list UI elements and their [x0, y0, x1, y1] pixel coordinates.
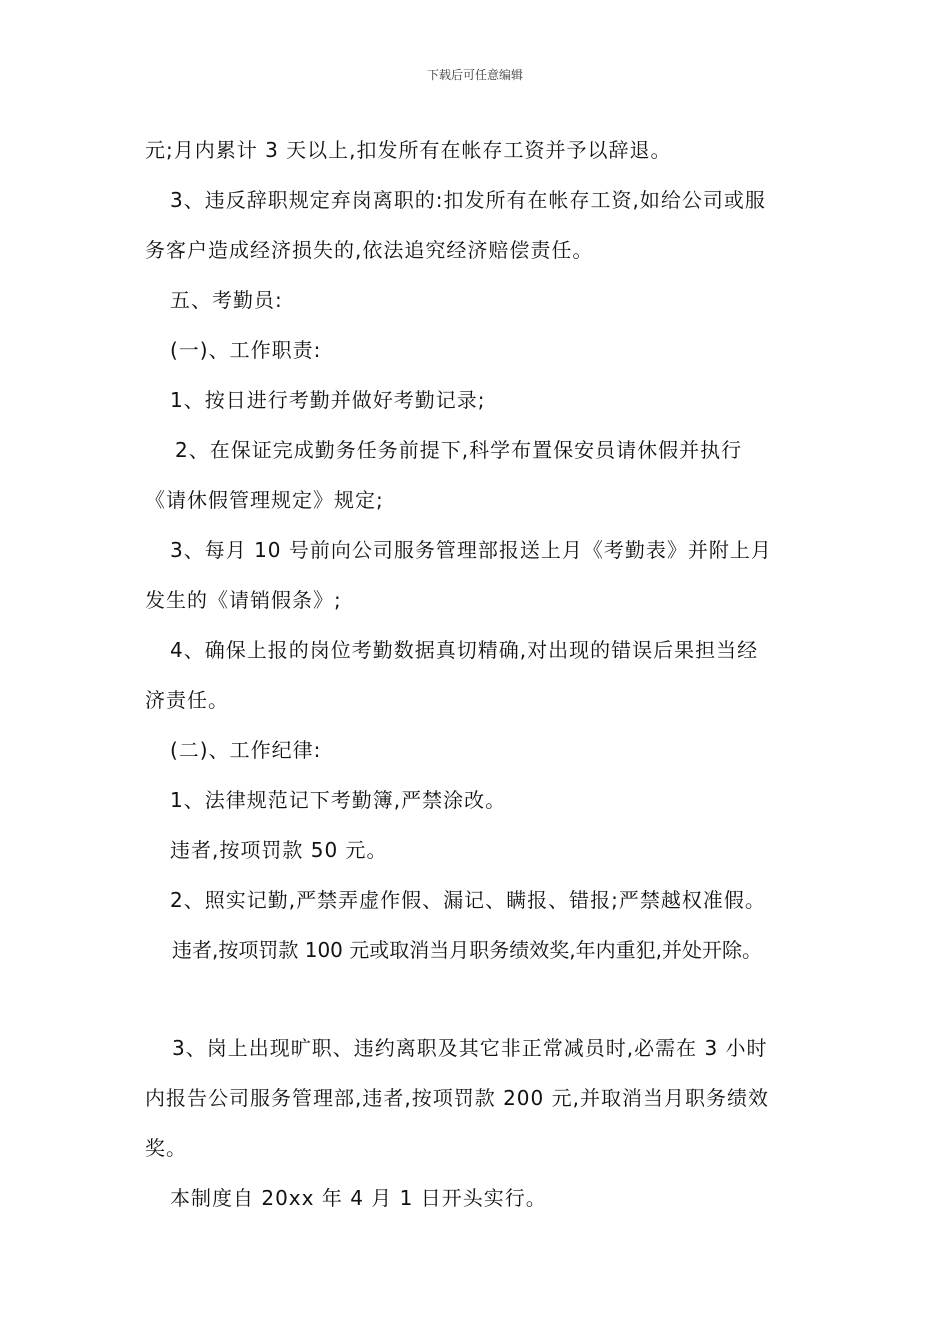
paragraph-line: 1、法律规范记下考勤簿,严禁涂改。 [170, 788, 507, 812]
paragraph-line: 奖。 [145, 1136, 187, 1160]
paragraph-line: 元;月内累计 3 天以上,扣发所有在帐存工资并予以辞退。 [145, 138, 672, 162]
paragraph-line: 违者,按项罚款 100 元或取消当月职务绩效奖,年内重犯,并处开除。 [172, 938, 762, 962]
page-header: 下载后可任意编辑 [426, 68, 523, 82]
paragraph-line: 违者,按项罚款 50 元。 [170, 838, 388, 862]
paragraph-line: 3、岗上出现旷职、违约离职及其它非正常减员时,必需在 3 小时 [172, 1036, 768, 1060]
paragraph-line: 内报告公司服务管理部,违者,按项罚款 200 元,并取消当月职务绩效 [145, 1086, 769, 1110]
paragraph-line: 本制度自 20xx 年 4 月 1 日开头实行。 [170, 1186, 547, 1210]
section-heading: 五、考勤员: [170, 288, 283, 312]
subsection-heading: (一)、工作职责: [170, 338, 322, 362]
paragraph-line: 济责任。 [145, 688, 229, 712]
paragraph-line: 务客户造成经济损失的,依法追究经济赔偿责任。 [145, 238, 594, 262]
paragraph-line: 4、确保上报的岗位考勤数据真切精确,对出现的错误后果担当经 [170, 638, 759, 662]
paragraph-line: 《请休假管理规定》规定; [145, 488, 384, 512]
paragraph-line: 1、按日进行考勤并做好考勤记录; [170, 388, 486, 412]
paragraph-line: 3、违反辞职规定弃岗离职的:扣发所有在帐存工资,如给公司或服 [170, 188, 766, 212]
subsection-heading: (二)、工作纪律: [170, 738, 322, 762]
paragraph-line: 3、每月 10 号前向公司服务管理部报送上月《考勤表》并附上月 [170, 538, 772, 562]
paragraph-line: 2、照实记勤,严禁弄虚作假、漏记、瞒报、错报;严禁越权准假。 [170, 888, 766, 912]
paragraph-line: 发生的《请销假条》; [145, 588, 342, 612]
paragraph-line: 2、在保证完成勤务任务前提下,科学布置保安员请休假并执行 [175, 438, 743, 462]
